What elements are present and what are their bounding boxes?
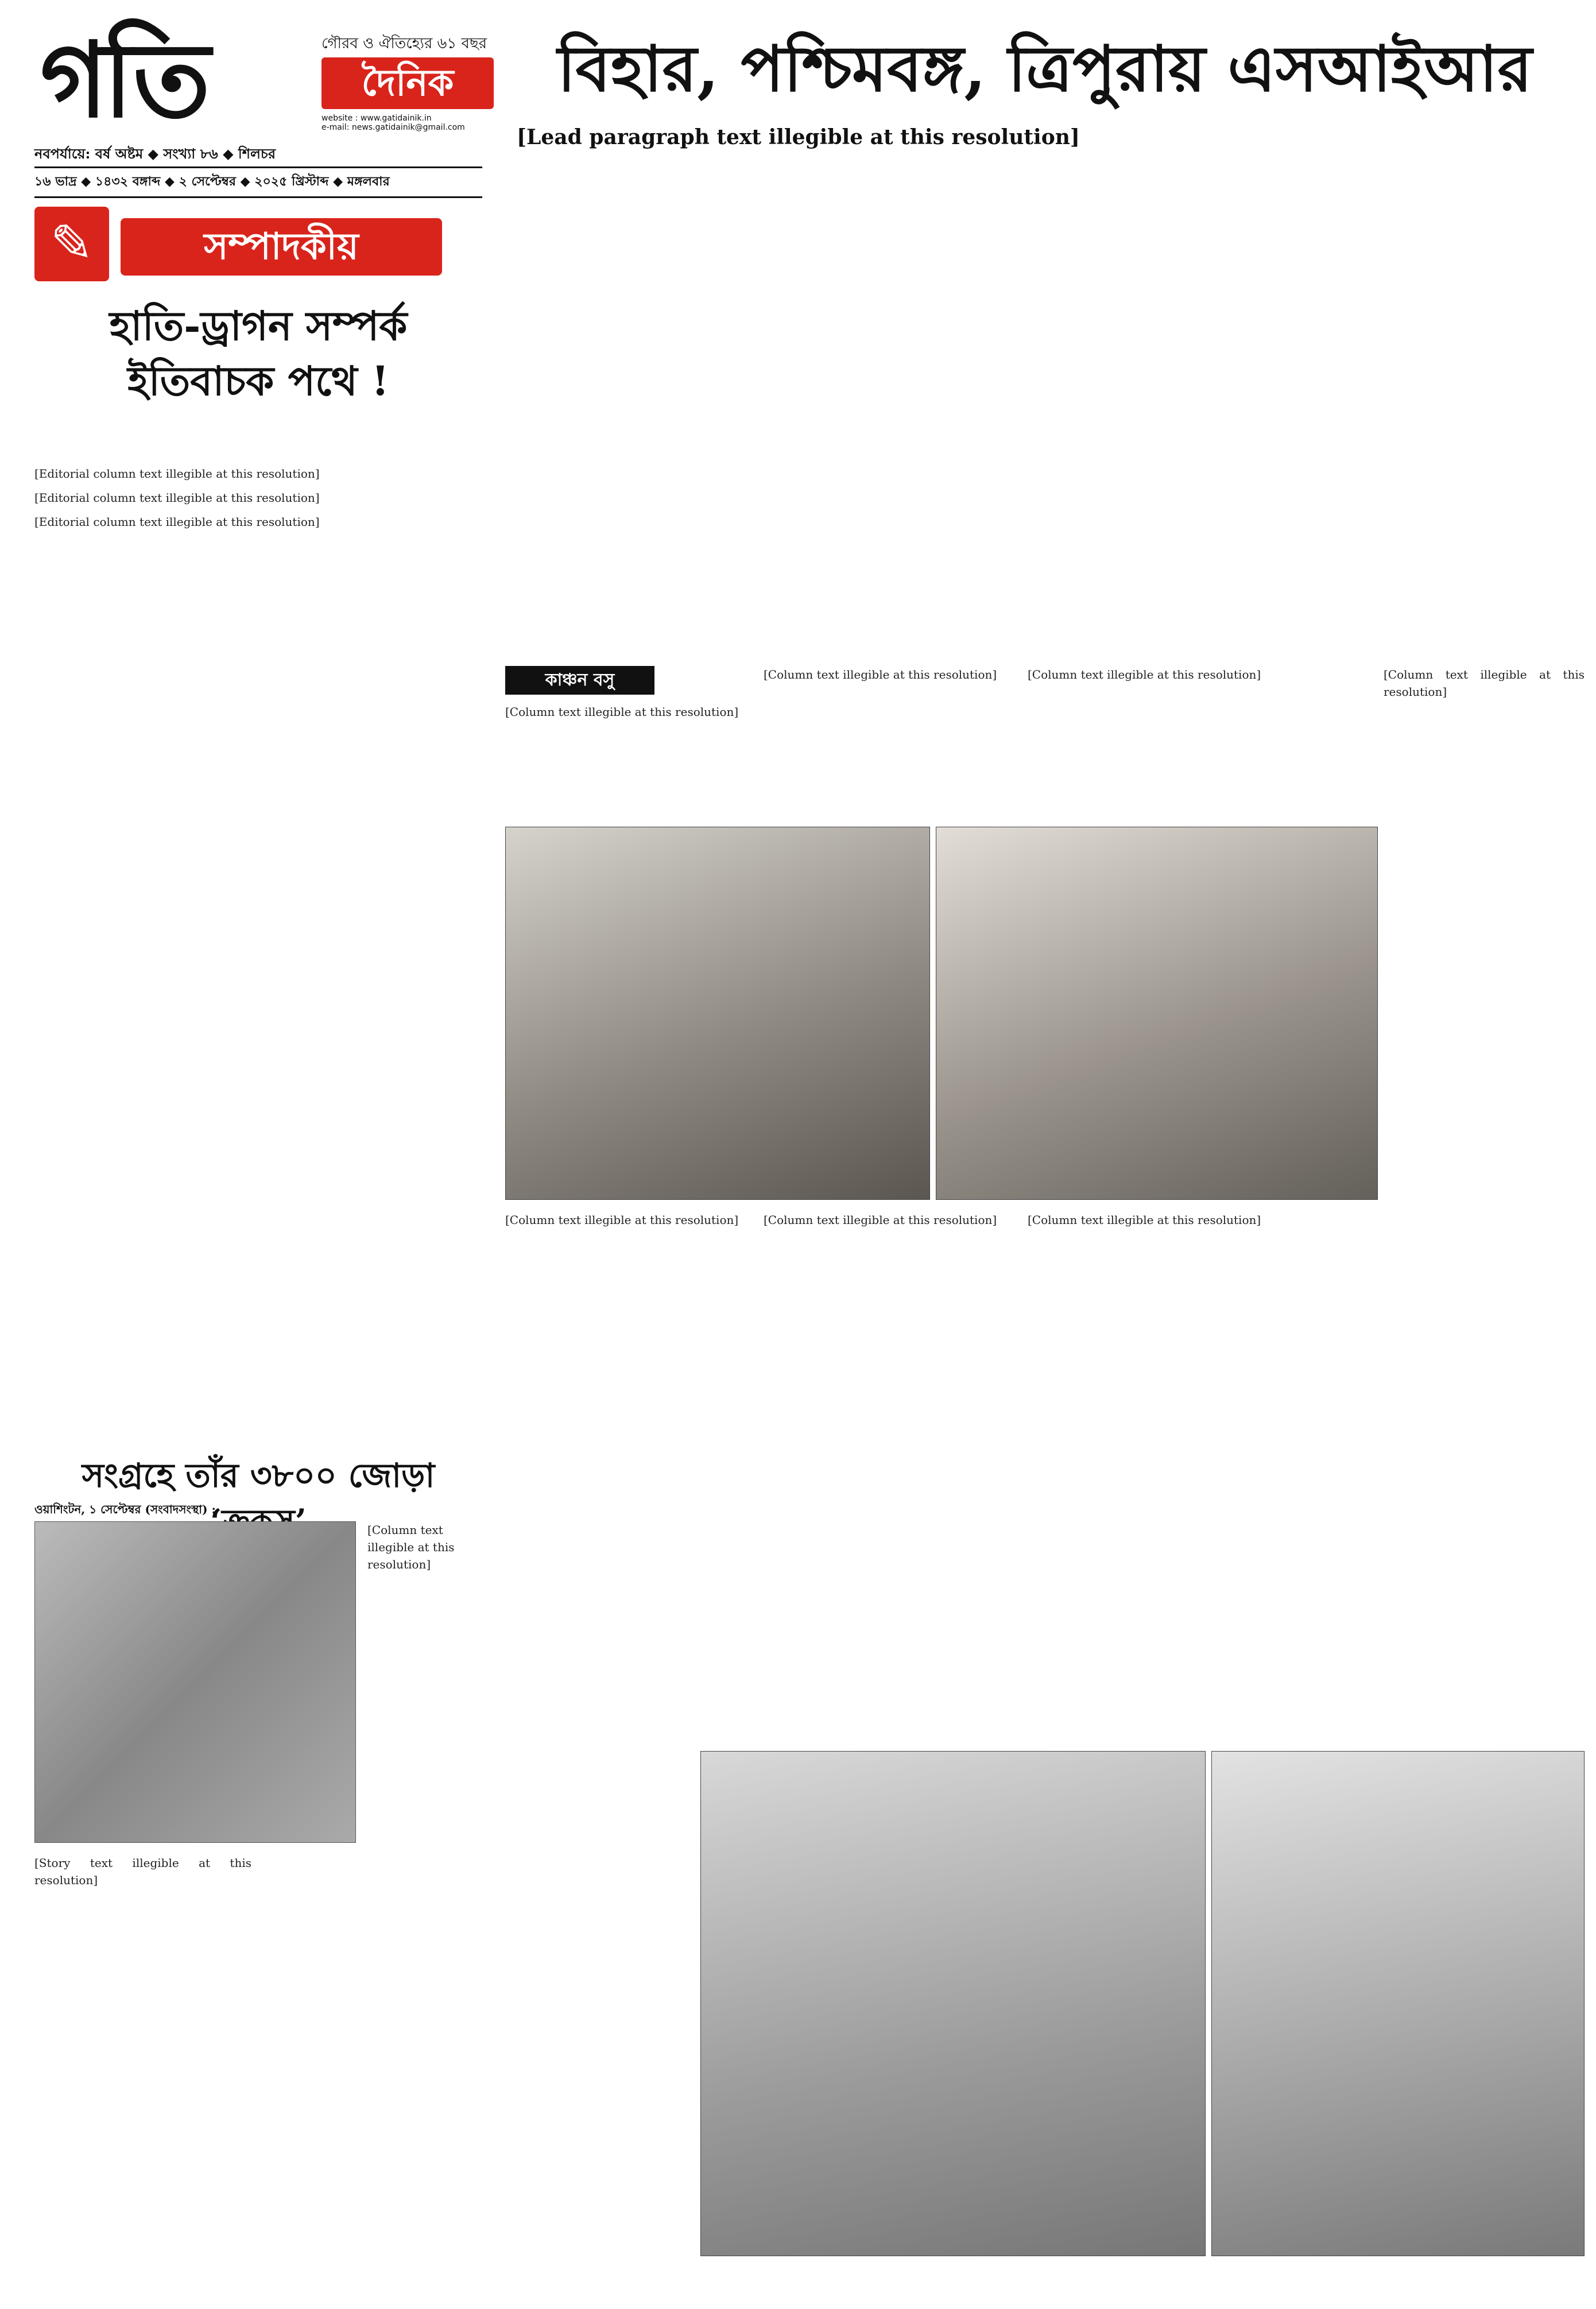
article-column: [Column text illegible at this resolution]: [1028, 668, 1261, 681]
pen-icon: ✎: [34, 207, 109, 281]
politician-photo-bottom-left: [700, 1751, 1206, 2256]
editorial-paragraph: [Editorial column text illegible at this resolution]: [34, 467, 320, 481]
editorial-label: সম্পাদকীয়: [121, 218, 442, 276]
masthead-logo: গতি: [40, 20, 206, 141]
editorial-banner: [34, 207, 482, 287]
crocs-side-column: [Column text illegible at this resolution]: [367, 1523, 455, 1571]
politician-photo-right: [936, 827, 1378, 1200]
masthead-brand: দৈনিক: [321, 57, 494, 109]
article-column: [Column text illegible at this resolution]: [1384, 668, 1585, 699]
byline: কাঞ্চন বসু: [505, 666, 654, 695]
politician-photo-left: [505, 827, 930, 1200]
crocs-body: [Story text illegible at this resolution]: [34, 1856, 251, 1887]
email-text: e-mail: news.gatidainik@gmail.com: [321, 123, 465, 132]
editorial-body: [34, 465, 482, 1435]
article-column: [Column text illegible at this resolution]: [764, 1213, 997, 1227]
main-headline: বিহার, পশ্চিমবঙ্গ, ত্রিপুরায় এসআইআর: [557, 32, 1532, 106]
editorial-headline-line-2: ইতিবাচক পথে !: [127, 357, 389, 405]
article-column: [Column text illegible at this resolution]: [505, 705, 739, 719]
editorial-paragraph: [Editorial column text illegible at this resolution]: [34, 515, 320, 529]
masthead-website: [321, 114, 494, 132]
crocs-headline: সংগ্রহে তাঁর ৩৮০০ জোড়া: [82, 1456, 435, 1495]
masthead-tagline: গৌরব ও ঐতিহ্যের ৬১ বছর: [321, 35, 487, 52]
main-lead: [517, 121, 1585, 649]
article-column: [Column text illegible at this resolution]: [505, 1213, 739, 1227]
main-lead-paragraph: [Lead paragraph text illegible at this resolution]: [517, 125, 1080, 149]
editorial-headline-line-1: হাতি-ড্রাগন সম্পর্ক: [109, 302, 408, 350]
editorial-paragraph: [Editorial column text illegible at this resolution]: [34, 491, 320, 505]
article-column: [Column text illegible at this resolution]: [1028, 1213, 1261, 1227]
website-text: website : www.gatidainik.in: [321, 114, 432, 123]
editorial-headline: [34, 299, 482, 409]
date-line: ১৬ ভাদ্র ◆ ১৪৩২ বঙ্গাব্দ ◆ ২ সেপ্টেম্বর ◆ ২০২৫ খ্রিস্টাব্দ ◆ মঙ্গলবার: [34, 166, 482, 198]
crocs-dateline: ওয়াশিংটন, ১ সেপ্টেম্বর (সংবাদসংস্থা) :: [34, 1502, 216, 1516]
politician-photo-bottom-right: [1211, 1751, 1585, 2256]
article-column: [Column text illegible at this resolution]: [764, 668, 997, 681]
crocs-photo: [34, 1521, 356, 1843]
issue-line: নবপর্যায়ে: বর্ষ অষ্টম ◆ সংখ্যা ৮৬ ◆ শিলচর: [34, 145, 276, 162]
